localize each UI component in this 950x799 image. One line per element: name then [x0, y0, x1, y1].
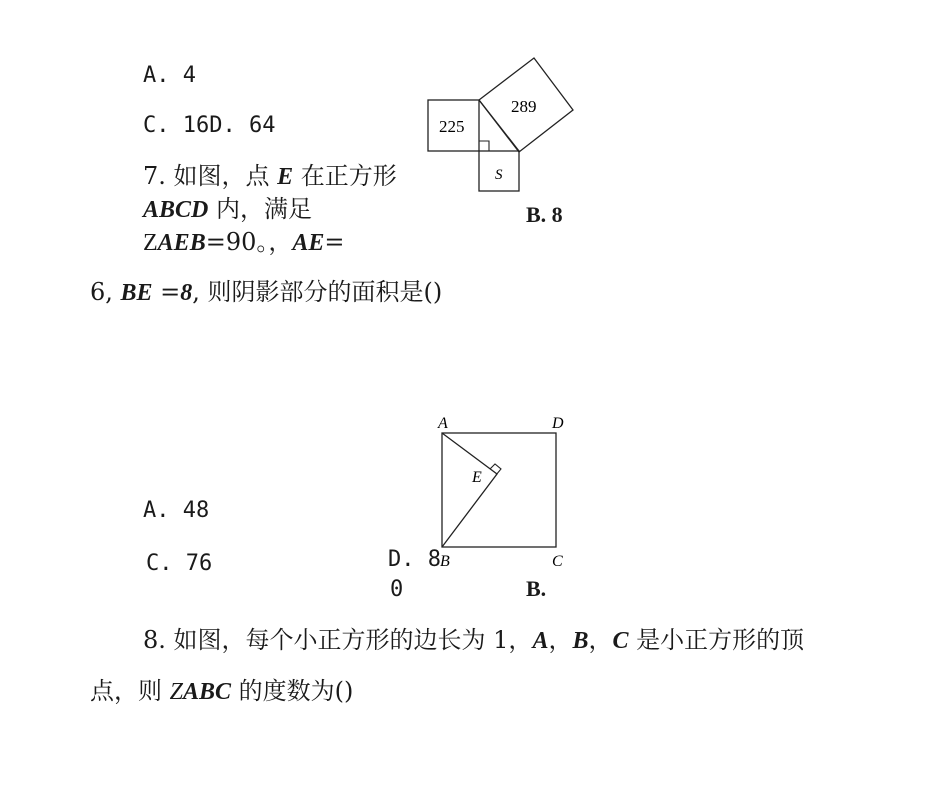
- q7-stem-l1-prefix: 7. 如图，点: [143, 162, 278, 190]
- q6-option-c-d: C. 16D. 64: [143, 113, 276, 138]
- q7-stem-l2-suffix: 内，满足: [208, 195, 312, 223]
- q8-var-b: B: [572, 628, 589, 654]
- q7-square-abcd: [442, 433, 556, 547]
- q7-option-c: C. 76: [146, 551, 213, 576]
- q7-option-b: B.: [526, 576, 547, 601]
- q7-stem-line2: [143, 194, 312, 225]
- q8-sep1: ，: [548, 626, 573, 654]
- q7-angle-symbol: Z: [143, 230, 158, 256]
- q7-var-e: E: [277, 164, 294, 190]
- q6-pythagoras-figure: [420, 50, 590, 200]
- q7-stem-line1: [143, 161, 397, 192]
- q6-label-225: 225: [439, 117, 465, 136]
- q8-stem-l1-suffix: 是小正方形的顶: [628, 626, 805, 654]
- q7-stem-line3: [143, 227, 344, 258]
- q7-label-a: A: [438, 415, 448, 432]
- q7-label-e: E: [472, 469, 482, 486]
- q7-triangle-aeb: [442, 433, 497, 547]
- q8-stem-line2: [90, 676, 353, 707]
- q7-square-figure: [430, 410, 580, 570]
- q8-var-c: C: [612, 628, 629, 654]
- q8-stem-l2-suffix: 的度数为(): [231, 677, 354, 705]
- q7-stem-l3-mid: =90。，: [205, 228, 293, 256]
- q8-var-a: A: [532, 628, 549, 654]
- q8-stem-line1: [143, 625, 804, 656]
- q7-stem-line4: [90, 277, 442, 308]
- q8-sep2: ，: [588, 626, 613, 654]
- q8-var-abc: ABC: [183, 679, 232, 705]
- q7-option-d-line2: 0: [390, 577, 404, 602]
- q6-label-s: S: [495, 167, 503, 183]
- q7-option-d-line1: D. 8: [388, 547, 441, 572]
- q8-stem-l2-prefix: 点，则: [90, 677, 170, 705]
- q6-option-a: A. 4: [143, 63, 196, 88]
- q6-option-b: [526, 200, 574, 230]
- q6-right-angle-mark: [479, 141, 489, 151]
- q7-var-aeb: AEB: [157, 230, 206, 256]
- q8-stem-l1-prefix: 8. 如图，每个小正方形的边长为 1，: [143, 626, 533, 654]
- q7-var-abcd: ABCD: [143, 197, 209, 223]
- q7-var-ae: AE: [292, 230, 325, 256]
- q7-stem-l4-prefix: 6,: [90, 278, 121, 306]
- q7-stem-l4-mid: =: [152, 278, 181, 306]
- q7-stem-l3-eq: =: [324, 228, 345, 256]
- q6-option-b-text: B. 8: [526, 202, 563, 227]
- q7-stem-l1-suffix: 在正方形: [293, 162, 397, 190]
- q6-label-289: 289: [511, 97, 537, 116]
- q7-label-b: B: [440, 553, 450, 570]
- q8-angle-symbol: Z: [169, 679, 183, 705]
- q7-label-c: C: [552, 553, 563, 570]
- q7-option-a: A. 48: [143, 498, 210, 523]
- q7-label-d: D: [552, 415, 564, 432]
- q7-stem-l4-suffix: , 则阴影部分的面积是(): [192, 278, 443, 306]
- q7-val-8: 8: [180, 280, 193, 306]
- q7-var-be: BE: [120, 280, 153, 306]
